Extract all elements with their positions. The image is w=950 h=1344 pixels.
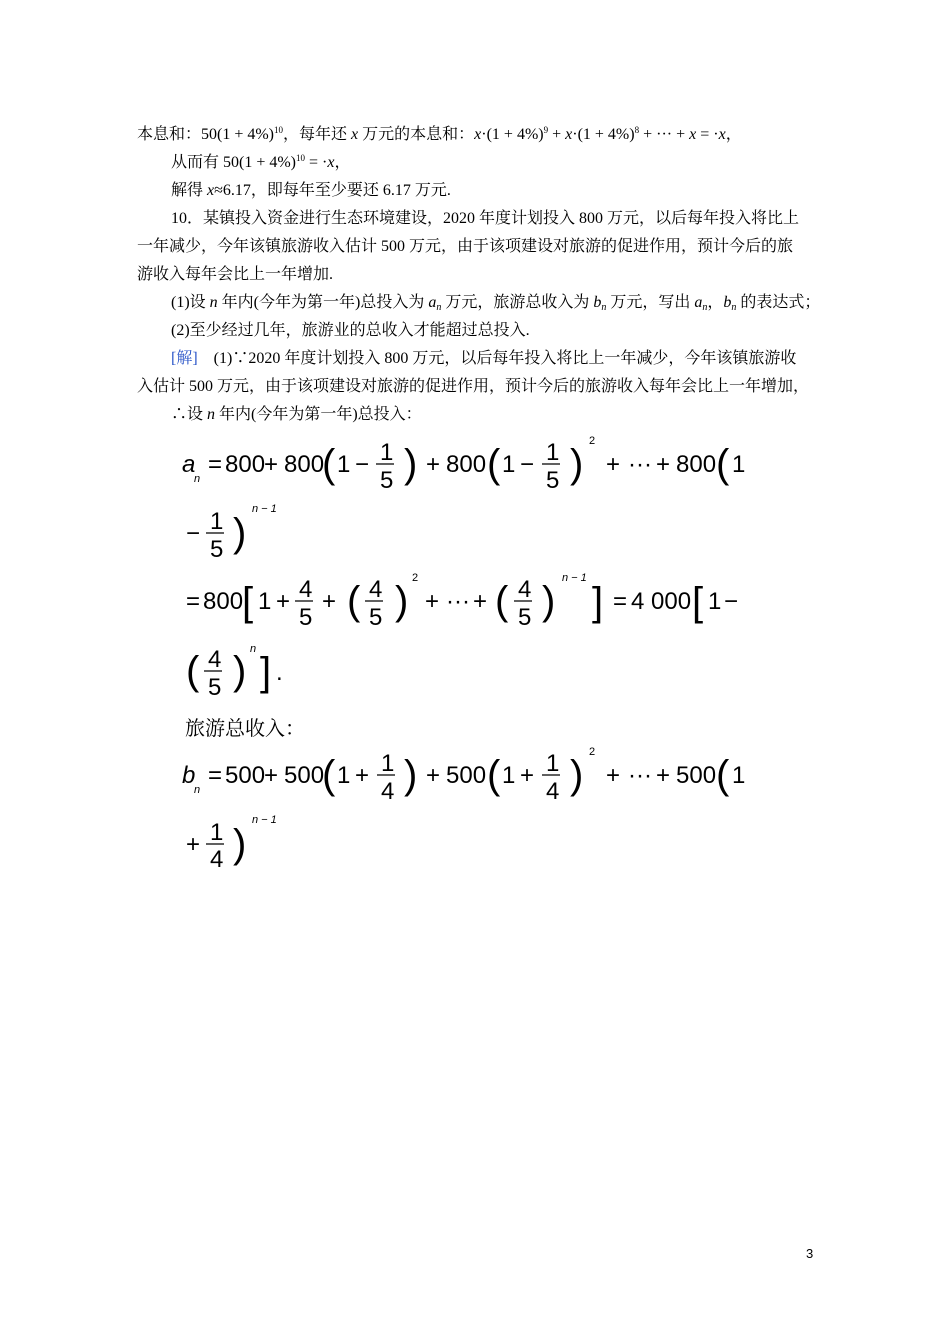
formula-an-line3	[186, 572, 738, 631]
formula-text: n − 1	[252, 503, 277, 515]
formula-text: 5	[208, 674, 222, 701]
text-segment: n	[436, 302, 442, 313]
formula-text: +	[426, 762, 441, 789]
formula-text: (	[487, 442, 501, 486]
formula-text: b	[182, 762, 196, 789]
formula-text: [	[692, 580, 704, 624]
text-segment: ∴设	[171, 406, 208, 423]
formula-text: (	[322, 753, 336, 797]
formula-text: 500	[284, 762, 325, 789]
formula-text: 4	[369, 576, 383, 603]
formula-text: 1	[502, 451, 516, 478]
formula-text: )	[233, 649, 247, 693]
formula-text: +	[606, 762, 621, 789]
formula-text: +	[656, 451, 671, 478]
formula-text: +	[355, 762, 370, 789]
text-segment: 8	[634, 125, 640, 135]
formula-text: +	[276, 588, 291, 615]
formula-text: )	[404, 753, 418, 797]
page-number: 3	[806, 1246, 814, 1261]
formula-text: )	[233, 511, 247, 555]
text-segment: x	[207, 182, 215, 199]
text-segment: n	[601, 302, 607, 313]
formula-text: −	[724, 588, 739, 615]
formula-text: )	[542, 579, 556, 623]
formula-text: 5	[518, 604, 532, 631]
formula-text: 4	[299, 576, 313, 603]
text-segment: 从而有 50(1 + 4%)	[171, 154, 297, 171]
formula-text: 2	[589, 746, 596, 758]
text-segment: ·(1 + 4%)	[481, 126, 544, 143]
text-segment: 10	[296, 153, 306, 163]
formula-text: n − 1	[252, 814, 277, 826]
formula-text: ]	[260, 650, 272, 694]
formula-text: 4	[208, 646, 222, 673]
formula-text: n	[250, 643, 257, 655]
formula-text: 4 000	[631, 588, 692, 615]
text-segment: 万元，旅游总收入为	[441, 294, 594, 311]
text-segment: 旅游总收入：	[185, 718, 305, 740]
formula-text: +	[264, 762, 279, 789]
text-segment: ，	[725, 126, 742, 143]
text-segment: 入估计 500 万元，由于该项建设对旅游的促进作用，预计今后的旅游收入每年会比上一年增加，	[137, 378, 810, 395]
text-segment: n	[209, 294, 218, 311]
formula-an-line4	[186, 643, 283, 701]
formula-text: +	[425, 588, 440, 615]
formula-an-line1	[182, 435, 745, 494]
formula-text: (	[495, 579, 509, 623]
formula-text: (	[716, 442, 730, 486]
formula-text: +	[322, 588, 337, 615]
formula-text: 5	[299, 604, 313, 631]
text-segment: n	[207, 406, 216, 423]
formula-text: +	[426, 451, 441, 478]
formula-text: ···	[628, 762, 652, 789]
text-segment: 解得	[171, 182, 208, 199]
formula-text: 800	[676, 451, 717, 478]
formula-bn-line2	[186, 814, 277, 873]
text-segment: b	[723, 294, 732, 311]
formula-text: (	[322, 442, 336, 486]
formula-text: ···	[628, 451, 652, 478]
text-segment: 10	[274, 125, 284, 135]
text-segment: (1)设	[171, 294, 210, 311]
formula-text: 5	[380, 467, 394, 494]
formula-text: 1	[380, 439, 394, 466]
text-segment: x	[351, 126, 359, 143]
text-segment: 万元，写出	[606, 294, 695, 311]
text-segment: 本息和：50(1 + 4%)	[137, 126, 275, 143]
text-segment: 万元的本息和：	[358, 126, 475, 143]
text-segment: +	[548, 126, 566, 143]
text-segment: 9	[543, 125, 549, 135]
formula-text: 1	[210, 819, 224, 846]
text-segment: ，	[707, 294, 724, 311]
formula-text: 4	[381, 778, 395, 805]
text-segment: = ·	[305, 154, 328, 171]
formula-text: −	[355, 451, 370, 478]
solution-tag: [解]	[171, 350, 198, 367]
formula-text: +	[473, 588, 488, 615]
formula-text: =	[208, 762, 223, 789]
formula-text: .	[276, 659, 283, 686]
text-segment: ，	[334, 154, 351, 171]
formula-text: −	[520, 451, 535, 478]
text-segment: 年内(今年为第一年)总投入为	[217, 294, 429, 311]
formula-text: −	[186, 520, 201, 547]
formula-text: 1	[732, 451, 746, 478]
text-segment: (2)至少经过几年，旅游业的总收入才能超过总投入.	[171, 322, 530, 339]
formula-text: 800	[446, 451, 487, 478]
text-segment: x	[718, 126, 726, 143]
formula-text: 1	[381, 750, 395, 777]
formula-text: =	[208, 451, 223, 478]
text-segment: 10．某镇投入资金进行生态环境建设，2020 年度计划投入 800 万元，以后每年投入将比上	[171, 210, 800, 227]
formula-text: 1	[732, 762, 746, 789]
formula-text: )	[570, 442, 584, 486]
text-segment: x	[474, 126, 482, 143]
text-segment: = ·	[696, 126, 719, 143]
formula-text: 1	[337, 762, 351, 789]
formula-text: 500	[446, 762, 487, 789]
formula-text: 500	[676, 762, 717, 789]
formula-text: ]	[592, 580, 604, 624]
text-segment: (1)∵2020 年度计划投入 800 万元，以后每年投入将比上一年减少，今年该镇旅游收	[197, 350, 797, 367]
formula-text: 1	[546, 439, 560, 466]
text-segment: n	[702, 302, 708, 313]
text-segment: + ··· +	[639, 126, 690, 143]
formula-text: 800	[284, 451, 325, 478]
formula-text: n − 1	[562, 572, 587, 584]
formula-text: =	[186, 588, 201, 615]
formula-text: 1	[502, 762, 516, 789]
formula-text: 500	[225, 762, 266, 789]
formula-text: n	[194, 784, 201, 796]
formula-text: (	[347, 579, 361, 623]
formula-text: 800	[203, 588, 244, 615]
text-segment: b	[593, 294, 602, 311]
text-segment: n	[731, 302, 737, 313]
formula-text: 5	[369, 604, 383, 631]
text-segment: a	[428, 294, 437, 311]
formula-text: 4	[210, 846, 224, 873]
formula-text: =	[613, 588, 628, 615]
formula-text: )	[570, 753, 584, 797]
formula-bn-line1	[182, 746, 745, 805]
text-segment: a	[694, 294, 703, 311]
formula-text: )	[233, 822, 247, 866]
formula-text: a	[182, 451, 196, 478]
formula-text: 5	[210, 536, 224, 563]
formula-text: n	[194, 473, 201, 485]
formula-text: )	[404, 442, 418, 486]
formula-text: +	[606, 451, 621, 478]
formula-text: 4	[546, 778, 560, 805]
formula-text: (	[487, 753, 501, 797]
formula-an-line2	[186, 503, 277, 563]
text-segment: 一年减少，今年该镇旅游收入估计 500 万元，由于该项建设对旅游的促进作用，预计今后的旅	[137, 238, 794, 255]
text-segment: ≈6.17，即每年至少要还 6.17 万元.	[214, 182, 451, 199]
formula-text: 1	[708, 588, 722, 615]
text-segment: 年内(今年为第一年)总投入：	[215, 406, 422, 423]
text-segment: 的表达式；	[736, 294, 821, 311]
formula-text: 5	[546, 467, 560, 494]
formula-text: 1	[546, 750, 560, 777]
formula-text: )	[395, 579, 409, 623]
formula-text: 2	[412, 572, 419, 584]
formula-text: 2	[589, 435, 596, 447]
formula-text: +	[656, 762, 671, 789]
formula-text: 1	[258, 588, 272, 615]
text-segment: 游收入每年会比上一年增加.	[137, 266, 334, 283]
formula-text: 1	[210, 508, 224, 535]
formula-text: +	[520, 762, 535, 789]
formula-text: +	[264, 451, 279, 478]
formula-text: 1	[337, 451, 351, 478]
formula-text: ···	[446, 588, 470, 615]
formula-text: (	[186, 649, 200, 693]
text-segment: ，每年还	[283, 126, 352, 143]
formula-text: [	[242, 580, 254, 624]
formula-text: (	[716, 753, 730, 797]
formula-text: +	[186, 831, 201, 858]
text-segment: x	[327, 154, 335, 171]
formula-text: 800	[225, 451, 266, 478]
formula-text: 4	[518, 576, 532, 603]
text-segment: ·(1 + 4%)	[572, 126, 635, 143]
text-segment: x	[689, 126, 697, 143]
text-segment: x	[565, 126, 573, 143]
